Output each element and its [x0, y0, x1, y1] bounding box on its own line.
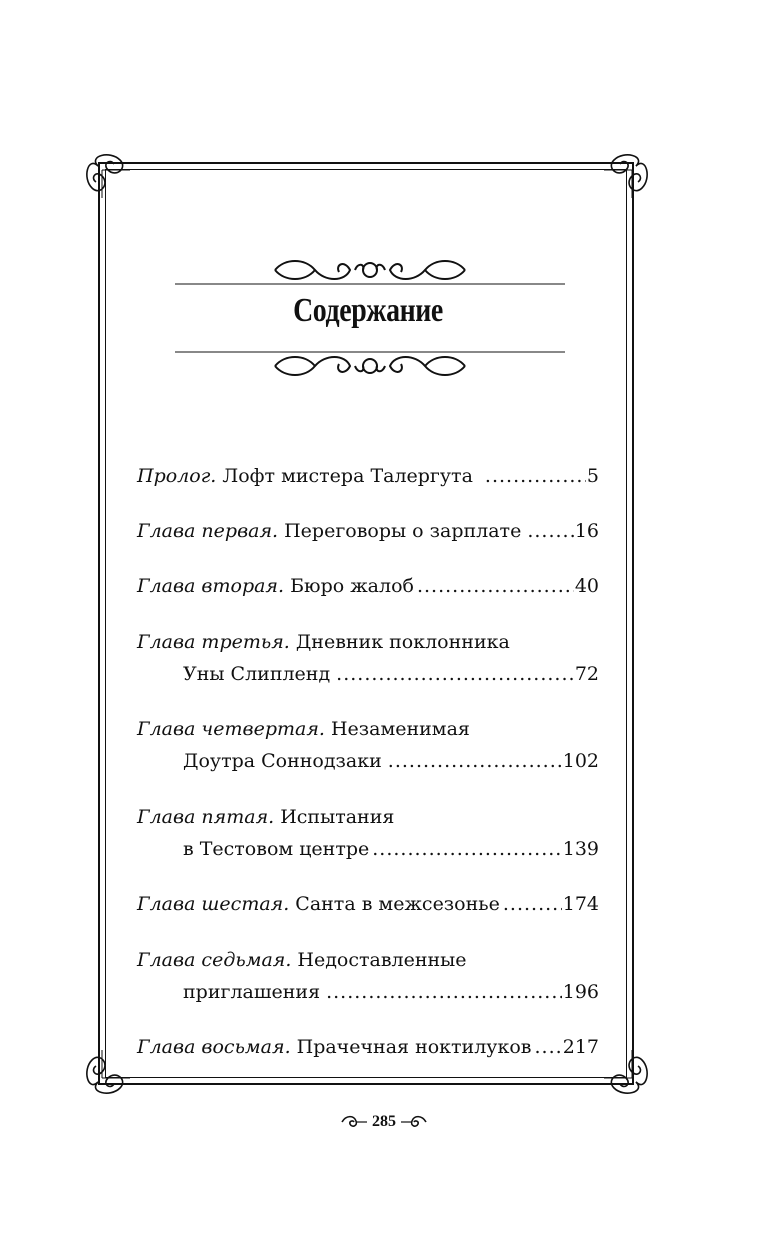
page-ref: 5	[586, 465, 599, 487]
page-ref: 40	[574, 575, 599, 597]
chapter-label: Глава пятая.	[137, 806, 275, 828]
flourish-divider-icon	[175, 344, 565, 384]
flourish-divider-icon	[175, 252, 565, 292]
chapter-label: Глава седьмая.	[137, 949, 292, 971]
toc-entry[interactable]	[137, 517, 599, 545]
chapter-title: Дневник поклонника	[295, 631, 510, 653]
chapter-title: Бюро жалоб	[290, 575, 414, 597]
page-ref: 102	[562, 750, 599, 772]
page-ref: 217	[562, 1036, 599, 1058]
curl-ornament-icon	[400, 1113, 428, 1131]
toc-entry[interactable]	[137, 572, 599, 600]
toc-entry[interactable]	[137, 628, 599, 688]
page-ref: 16	[574, 520, 599, 542]
chapter-label: Глава шестая.	[137, 893, 290, 915]
chapter-label: Пролог.	[137, 465, 217, 487]
dot-leader	[336, 660, 574, 688]
corner-ornament-icon	[80, 148, 140, 208]
page-ref: 196	[562, 981, 599, 1003]
dot-leader	[388, 747, 562, 775]
chapter-title-continued: приглашения	[183, 981, 321, 1003]
chapter-label: Глава восьмая.	[137, 1036, 291, 1058]
toc-entry[interactable]	[137, 715, 599, 775]
dot-leader	[534, 1033, 561, 1061]
chapter-title: Лофт мистера Талергута	[222, 465, 473, 487]
corner-ornament-icon	[594, 148, 654, 208]
chapter-title: Прачечная ноктилуков	[296, 1036, 532, 1058]
page-ref: 139	[562, 838, 599, 860]
dot-leader	[326, 978, 562, 1006]
toc-entry[interactable]	[137, 890, 599, 918]
chapter-title: Санта в межсезонье	[295, 893, 500, 915]
dot-leader	[527, 517, 573, 545]
toc-entry[interactable]	[137, 462, 599, 490]
toc-entry[interactable]	[137, 1033, 599, 1061]
dot-leader	[417, 572, 574, 600]
chapter-title: Переговоры о зарплате	[284, 520, 522, 542]
chapter-title-continued: в Тестовом центре	[183, 838, 370, 860]
page-number-block	[324, 1110, 444, 1134]
page-ref: 72	[574, 663, 599, 685]
chapter-title-continued: Уны Слипленд	[183, 663, 331, 685]
toc-entry[interactable]	[137, 946, 599, 1006]
chapter-label: Глава первая.	[137, 520, 279, 542]
chapter-title-continued: Доутра Соннодзаки	[183, 750, 382, 772]
chapter-label: Глава вторая.	[137, 575, 285, 597]
chapter-title: Испытания	[280, 806, 395, 828]
page-ref: 174	[562, 893, 599, 915]
toc-entry[interactable]	[137, 803, 599, 863]
corner-ornament-icon	[80, 1040, 140, 1100]
dot-leader	[503, 890, 562, 918]
corner-ornament-icon	[594, 1040, 654, 1100]
chapter-label: Глава третья.	[137, 631, 290, 653]
dot-leader	[485, 462, 586, 490]
page-number: 285	[372, 1113, 396, 1130]
chapter-title: Недоставленные	[297, 949, 467, 971]
chapter-label: Глава четвертая.	[137, 718, 325, 740]
chapter-title: Незаменимая	[330, 718, 470, 740]
dot-leader	[372, 835, 561, 863]
curl-ornament-icon	[340, 1113, 368, 1131]
page-title: Содержание	[293, 292, 443, 329]
